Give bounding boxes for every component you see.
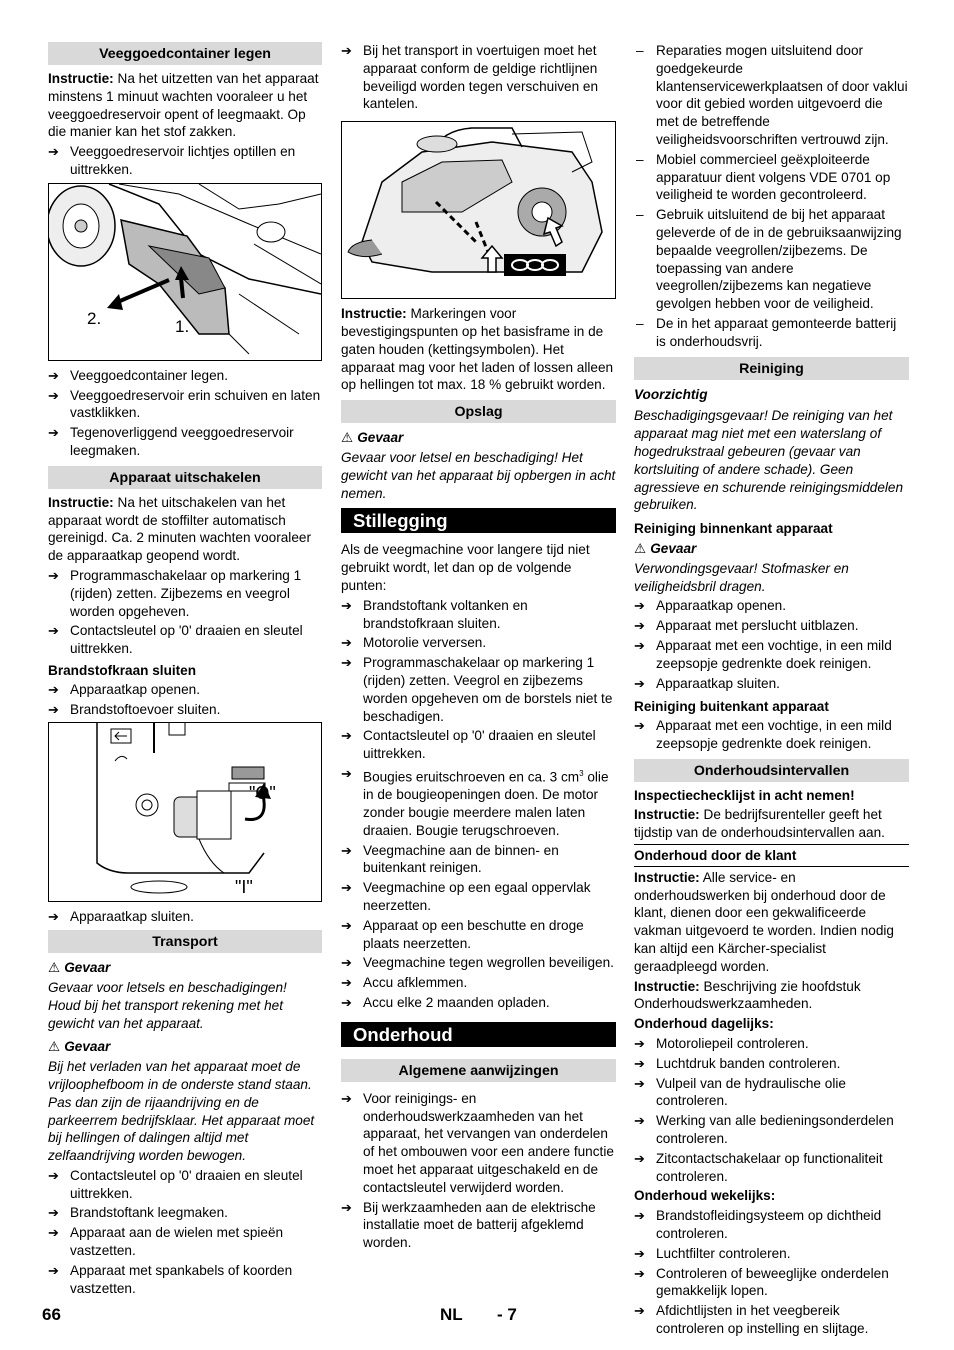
step: [634, 1265, 909, 1301]
figure-transport-chain: [341, 121, 616, 299]
step: [48, 908, 322, 926]
arrow-right-icon: ➔: [341, 765, 352, 781]
arrow-right-icon: ➔: [341, 1090, 352, 1106]
arrow-right-icon: ➔: [341, 655, 352, 671]
arrow-right-icon: ➔: [634, 675, 645, 691]
figure-veeggoedreservoir: [48, 183, 322, 361]
step-text: Bougies eruitschroeven en ca. 3 cm: [363, 769, 580, 785]
instruction-text: Na het uitzetten van het apparaat minstens 1 minuut wachten vooraleer u het veeggoedreservoir opent of leegmaakt. Op die manier kan het stof zakken.: [48, 71, 319, 140]
step: [634, 1207, 909, 1243]
arrow-right-icon: ➔: [341, 955, 352, 971]
arrow-right-icon: ➔: [48, 367, 59, 383]
instruction-text: Beschrijving zie hoofdstuk Onderhoudswerkzaamheden.: [634, 978, 861, 1012]
subheading-reiniging-binnenkant: Reiniging binnenkant apparaat: [634, 521, 833, 537]
step-text: Programmaschakelaar op markering 1 (rijden) zetten. Zijbezems en veegrol worden opgeheven.: [70, 567, 302, 619]
step-text: Luchtfilter controleren.: [656, 1245, 791, 1261]
warning-triangle-icon: ⚠: [341, 430, 354, 446]
instruction-label: Instructie:: [634, 869, 700, 885]
arrow-right-icon: ➔: [48, 1205, 59, 1221]
warning-heading: [48, 1038, 322, 1056]
section-heading-uitschakelen: Apparaat uitschakelen: [48, 466, 322, 489]
step-text: Programmaschakelaar op markering 1 (rijden) zetten. Veegrol en zijbezems worden opgeheven om de borstels niet te beschadigen.: [363, 655, 613, 724]
language-code: NL: [440, 1305, 463, 1324]
instruction-text: Alle service- en onderhoudswerken bij onderhoud door de klant, dienen door een gekwalificeerde vakman uitgevoerd te worden. Indien nodig kan altijd een Kärcher-specialist geraadpleegd worden.: [634, 869, 894, 974]
arrow-right-icon: ➔: [48, 425, 59, 441]
step-text: Veegmachine op een egaal oppervlak neerzetten.: [363, 880, 591, 914]
dash-bullet: –: [636, 315, 644, 331]
step-text: Apparaat met een vochtige, in een mild zeepsopje gedrenkte doek reinigen.: [656, 718, 892, 751]
warning-heading: [341, 429, 616, 447]
list-item: [634, 206, 909, 313]
warning-heading: [48, 959, 322, 977]
section-heading-algemene-aanwijzingen: Algemene aanwijzingen: [341, 1059, 616, 1082]
arrow-right-icon: ➔: [341, 43, 352, 58]
list-item-text: Mobiel commercieel geëxploiteerde apparatuur dient volgens VDE 0701 op veiligheid te worden gecontroleerd.: [656, 151, 891, 203]
subheading-onderhoud-klant: Onderhoud door de klant: [634, 847, 909, 867]
step-text: Veeggoedcontainer legen.: [70, 367, 228, 383]
step: [48, 1167, 322, 1203]
warning-text: Verwondingsgevaar! Stofmasker en veiligheidsbril dragen.: [634, 560, 849, 594]
step: [341, 1090, 616, 1197]
arrow-right-icon: ➔: [634, 618, 645, 634]
step-text: Luchtdruk banden controleren.: [656, 1055, 841, 1071]
step-text: Contactsleutel op '0' draaien en sleutel uittrekken.: [363, 728, 596, 762]
arrow-right-icon: ➔: [48, 681, 59, 697]
instruction: [634, 978, 909, 1014]
list-item: [634, 151, 909, 204]
arrow-right-icon: ➔: [48, 387, 59, 403]
instruction-label: Instructie:: [634, 978, 700, 994]
section-heading-onderhoudsintervallen: Onderhoudsintervallen: [634, 759, 909, 782]
arrow-right-icon: ➔: [341, 1199, 352, 1215]
arrow-right-icon: ➔: [634, 1036, 645, 1052]
arrow-right-icon: ➔: [634, 1150, 645, 1166]
arrow-right-icon: ➔: [634, 1265, 645, 1281]
warning-text: Gevaar voor letsels en beschadigingen! Houd bij het transport rekening met het gewicht van het apparaat.: [48, 979, 287, 1031]
arrow-right-icon: ➔: [341, 597, 352, 613]
list-item-text: Gebruik uitsluitend de bij het apparaat geleverde of de in de gebruiksaanwijzing bepaalde veegrollen/zijbezems. De toepassing van andere veegrollen/zijbezems kan negatieve gevolgen hebben voor de veiligheid.: [656, 207, 902, 312]
arrow-right-icon: ➔: [341, 635, 352, 651]
arrow-right-icon: ➔: [341, 917, 352, 933]
step-text: Apparaatkap openen.: [656, 598, 787, 614]
step: [634, 1075, 909, 1111]
figure-label-1: 1.: [175, 316, 190, 336]
chapter-heading-stillegging: Stillegging: [341, 508, 616, 533]
column-1: [48, 42, 322, 1299]
step-text: Veegmachine aan de binnen- en buitenkant reinigen.: [363, 842, 559, 876]
arrow-right-icon: ➔: [48, 701, 59, 717]
arrow-right-icon: ➔: [48, 1225, 59, 1241]
step: [48, 143, 322, 179]
arrow-right-icon: ➔: [341, 975, 352, 991]
arrow-right-icon: ➔: [341, 842, 352, 858]
step-text: Controleren of beweeglijke onderdelen gemakkelijk lopen.: [656, 1265, 889, 1299]
instruction-text: Na het uitschakelen van het apparaat wordt de stoffilter automatisch gereinigd. Ca. 2 minuten wachten vooraleer de apparaatkap geopend wordt.: [48, 494, 311, 564]
arrow-right-icon: ➔: [634, 1245, 645, 1261]
step: [48, 367, 322, 385]
page-number: 66: [42, 1305, 61, 1324]
step-text: Contactsleutel op '0' draaien en sleutel uittrekken.: [70, 623, 303, 657]
arrow-right-icon: ➔: [48, 909, 59, 925]
step-text: Accu afklemmen.: [363, 975, 468, 991]
warning-triangle-icon: ⚠: [48, 1039, 61, 1055]
arrow-right-icon: ➔: [634, 1208, 645, 1224]
step: [48, 622, 322, 658]
step-text: Motoroliepeil controleren.: [656, 1036, 809, 1052]
list-item: [634, 42, 909, 149]
step: [341, 727, 616, 763]
arrow-right-icon: ➔: [48, 1262, 59, 1278]
arrow-right-icon: ➔: [634, 718, 645, 734]
step: [341, 974, 616, 992]
step: [634, 1055, 909, 1073]
step: [634, 717, 909, 753]
instruction-label: Instructie:: [48, 71, 114, 86]
step: [341, 917, 616, 953]
arrow-right-icon: ➔: [341, 728, 352, 744]
warning-label: Gevaar: [64, 1039, 111, 1055]
step-text: Contactsleutel op '0' draaien en sleutel uittrekken.: [70, 1167, 303, 1201]
figure-brandstofkraan-drawing: [49, 723, 321, 901]
step: [341, 654, 616, 725]
step: [48, 681, 322, 699]
step-text: Brandstoftank voltanken en brandstofkraan sluiten.: [363, 597, 528, 631]
step-text: Vulpeil van de hydraulische olie controleren.: [656, 1075, 846, 1109]
instruction-label: Instructie:: [48, 494, 114, 510]
arrow-right-icon: ➔: [634, 1075, 645, 1091]
arrow-right-icon: ➔: [634, 1055, 645, 1071]
warning-triangle-icon: ⚠: [48, 960, 61, 976]
arrow-right-icon: ➔: [48, 144, 59, 160]
step-text: Apparaat op een beschutte en droge plaats neerzetten.: [363, 917, 584, 951]
figure-brandstofkraan: [48, 722, 322, 902]
section-heading-opslag: Opslag: [341, 400, 616, 423]
step-text: Veeggoedreservoir erin schuiven en laten vastklikken.: [70, 387, 321, 421]
list-item-text: De in het apparaat gemonteerde batterij is onderhoudsvrij.: [656, 315, 897, 349]
step: [341, 994, 616, 1012]
step-text: Apparaatkap sluiten.: [70, 909, 194, 925]
warning-label: Gevaar: [357, 430, 404, 446]
arrow-right-icon: ➔: [634, 1303, 645, 1319]
step: [48, 424, 322, 460]
arrow-right-icon: ➔: [634, 1113, 645, 1129]
step: [341, 765, 616, 840]
arrow-right-icon: ➔: [48, 623, 59, 639]
step-text: Brandstofleidingsysteem op dichtheid controleren.: [656, 1208, 882, 1242]
instruction-text: De bedrijfsurenteller geeft het tijdstip van de onderhoudsintervallen aan.: [634, 807, 885, 841]
section-heading-transport: Transport: [48, 930, 322, 953]
figure-label-o: "O": [249, 783, 276, 804]
warning-heading: [634, 540, 909, 558]
step: [341, 879, 616, 915]
dash-bullet: –: [636, 151, 644, 167]
step-text: Voor reinigings- en onderhoudswerkzaamheden van het apparaat, het vervangen van onderdelen of het ombouwen voor een andere functie moet het apparaat uitgeschakeld en de contactsleutel verwijderd worden.: [363, 1090, 614, 1195]
warning-triangle-icon: ⚠: [634, 540, 647, 556]
arrow-right-icon: ➔: [341, 995, 352, 1011]
arrow-right-icon: ➔: [341, 880, 352, 896]
step-text: Apparaat aan de wielen met spieën vastzetten.: [70, 1225, 284, 1259]
step: [634, 597, 909, 615]
warning-text: Gevaar voor letsel en beschadiging! Het gewicht van het apparaat bij opbergen in acht nemen.: [341, 449, 616, 501]
superscript: 3: [579, 768, 584, 778]
section-heading-veeggoedcontainer: Veeggoedcontainer legen: [48, 42, 322, 65]
arrow-right-icon: ➔: [634, 598, 645, 614]
step: [48, 1204, 322, 1222]
arrow-right-icon: ➔: [48, 1167, 59, 1183]
subheading-dagelijks: Onderhoud dagelijks:: [634, 1016, 774, 1032]
step-text: Accu elke 2 maanden opladen.: [363, 995, 550, 1011]
step: [634, 675, 909, 693]
warning-label: Gevaar: [64, 960, 111, 976]
step: [634, 1035, 909, 1053]
step: [634, 1150, 909, 1186]
step: [48, 1262, 322, 1298]
step: [634, 637, 909, 673]
figure-transport-chain-drawing: [342, 122, 615, 298]
instruction-text: Markeringen voor bevestigingspunten op het basisframe in de gaten houden (kettingsymbolen). Het apparaat mag voor het laden of lossen alleen op hellingen tot max. 18 % gebruikt worden.: [341, 306, 614, 393]
instruction-label: Instructie:: [634, 807, 700, 823]
instruction-label: Instructie:: [341, 306, 407, 322]
instruction: [48, 70, 322, 141]
step: [341, 842, 616, 878]
step: [634, 1245, 909, 1263]
figure-veeggoedreservoir-drawing: [49, 184, 321, 360]
inspection-note: Inspectiechecklijst in acht nemen!: [634, 787, 855, 803]
step-text: Motorolie verversen.: [363, 635, 487, 651]
warning-label: Gevaar: [650, 540, 697, 556]
step-text: Zitcontactschakelaar op functionaliteit controleren.: [656, 1150, 883, 1184]
step: [341, 634, 616, 652]
step-text: Apparaat met perslucht uitblazen.: [656, 618, 859, 634]
sub-page-number: - 7: [497, 1305, 517, 1324]
step-text: Apparaatkap sluiten.: [656, 675, 780, 691]
step-text: Brandstoftoevoer sluiten.: [70, 701, 221, 717]
list-item: [634, 315, 909, 351]
step-text: Werking van alle bedieningsonderdelen controleren.: [656, 1113, 894, 1147]
subheading-wekelijks: Onderhoud wekelijks:: [634, 1188, 776, 1204]
step-text: Tegenoverliggend veeggoedreservoir leegmaken.: [70, 425, 294, 458]
step-text: Afdichtlijsten in het veegbereik controleren op instelling en slijtage.: [656, 1303, 869, 1336]
step: [341, 1199, 616, 1252]
step: [48, 1224, 322, 1260]
dash-bullet: –: [636, 207, 644, 223]
step-text: Veeggoedreservoir lichtjes optillen en uittrekken.: [70, 144, 296, 177]
step-text: Apparaat met een vochtige, in een mild zeepsopje gedrenkte doek reinigen.: [656, 637, 892, 671]
caution-heading: Voorzichtig: [634, 386, 708, 402]
step-text: Bij het transport in voertuigen moet het apparaat conform de geldige richtlijnen beveiligd worden tegen verschuiven en kantelen.: [363, 43, 599, 112]
step-text: Bij werkzaamheden aan de elektrische installatie moet de batterij afgeklemd worden.: [363, 1199, 596, 1251]
step: [48, 387, 322, 423]
step-text: Veegmachine tegen wegrollen beveiligen.: [363, 955, 614, 971]
arrow-right-icon: ➔: [48, 567, 59, 583]
intro-text: Als de veegmachine voor langere tijd niet gebruikt wordt, let dan op de volgende punten:: [341, 542, 590, 593]
step: [48, 567, 322, 620]
step: [341, 954, 616, 972]
list-item-text: Reparaties mogen uitsluitend door goedgekeurde klantenservicewerkplaatsen of door vaklui voor dit gebied worden uitgevoerd die met de betreffende veiligheidsvoorschriften vertrouwd zijn.: [656, 43, 908, 147]
step-text: Apparaatkap openen.: [70, 681, 201, 697]
figure-label-2: 2.: [87, 308, 102, 328]
step-text: Brandstoftank leegmaken.: [70, 1205, 228, 1221]
column-2: [341, 42, 616, 1254]
subheading-reiniging-buitenkant: Reiniging buitenkant apparaat: [634, 699, 829, 715]
figure-label-i: "I": [235, 877, 253, 898]
instruction: [634, 869, 909, 976]
column-3: [634, 42, 909, 1340]
instruction: [341, 305, 616, 394]
step: [48, 701, 322, 719]
step: [634, 1112, 909, 1148]
step-text: Apparaat met spankabels of koorden vastzetten.: [70, 1262, 293, 1296]
instruction: [634, 806, 909, 845]
step: [634, 1302, 909, 1338]
dash-bullet: –: [636, 43, 644, 58]
section-heading-reiniging: Reiniging: [634, 357, 909, 380]
subheading-brandstofkraan: Brandstofkraan sluiten: [48, 662, 197, 678]
caution-text: Beschadigingsgevaar! De reiniging van het apparaat mag niet met een waterslang of hogedrukstraal gebeuren (gevaar van kortsluiting of andere schade). Geen agressieve en schurende reinigingsmiddelen gebruiken.: [634, 408, 904, 513]
warning-text: Bij het verladen van het apparaat moet de vrijloophefboom in de onderste stand staan. Pas dan zijn de rijaandrijving en de parkeerrem bedrijfsklaar. Het apparaat moet bij hellingen of dalingen altijd met zelfaandrijving worden bewogen.: [48, 1059, 315, 1164]
step-text-cont: olie in de bougieopeningen doen. De motor zonder bougie meerdere malen laten draaien. Bougie terugschroeven.: [363, 769, 609, 838]
arrow-right-icon: ➔: [634, 637, 645, 653]
chapter-heading-onderhoud: Onderhoud: [341, 1022, 616, 1047]
step: [634, 617, 909, 635]
instruction: [48, 494, 322, 565]
step: [341, 597, 616, 633]
step: [341, 42, 616, 113]
